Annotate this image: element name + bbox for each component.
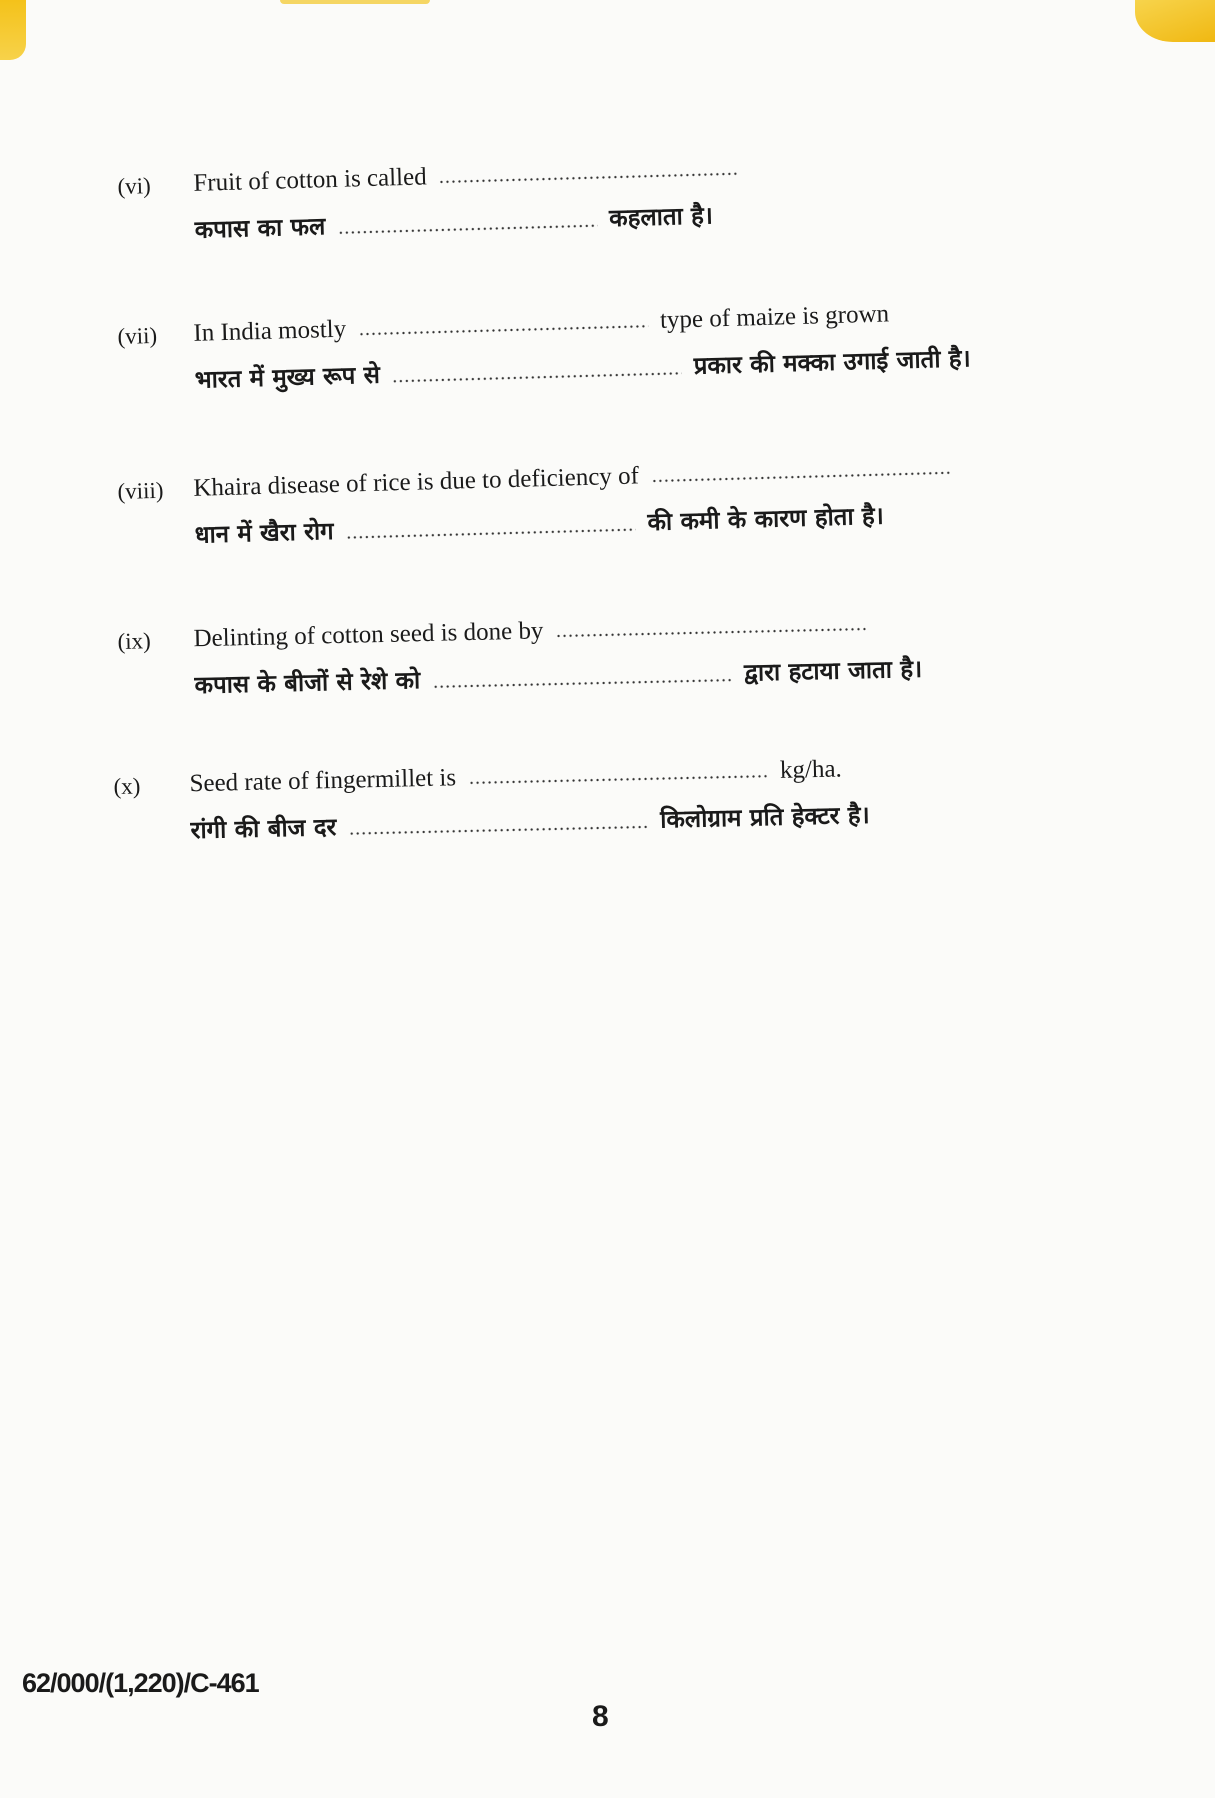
hindi-text-after-blank: किलोग्राम प्रति हेक्टर है। (659, 800, 870, 834)
answer-blank[interactable] (468, 774, 768, 785)
hindi-text-before-blank: कपास के बीजों से रेशे को (194, 666, 421, 700)
question-number: (x) (113, 773, 141, 800)
paper-edge-yellow-top (280, 0, 430, 4)
question-number: (viii) (117, 477, 164, 505)
answer-blank[interactable] (392, 371, 682, 383)
hindi-text-after-blank: कहलाता है। (608, 201, 714, 233)
hindi-text-before-blank: कपास का फल (194, 212, 326, 244)
hindi-text-after-blank: की कमी के कारण होता है। (647, 501, 885, 537)
answer-blank[interactable] (555, 627, 865, 638)
hindi-text-after-blank: द्वारा हटाया जाता है। (743, 654, 923, 687)
answer-blank[interactable] (337, 224, 597, 235)
question-number: (ix) (117, 628, 152, 655)
english-text-before-blank: Fruit of cotton is called (193, 163, 428, 197)
question-viii (116, 428, 1079, 565)
answer-blank[interactable] (651, 471, 951, 483)
english-text-after-blank: kg/ha. (779, 755, 843, 784)
english-text-after-blank: type of maize is grown (659, 300, 890, 334)
answer-blank[interactable] (346, 528, 636, 540)
question-vi (116, 123, 1079, 260)
hindi-text-after-blank: प्रकार की मक्का उगाई जाती है। (693, 344, 972, 380)
answer-blank[interactable] (432, 678, 732, 689)
question-number: (vi) (117, 173, 152, 200)
question-x (113, 728, 1075, 860)
question-ix (117, 583, 1079, 715)
paper-code: 62/000/(1,220)/C-461 (22, 1668, 259, 1698)
english-text-before-blank: Khaira disease of rice is due to deficiency of (193, 462, 640, 502)
english-text-before-blank: In India mostly (193, 315, 347, 347)
question-vii (116, 273, 1079, 410)
question-number: (vii) (117, 322, 158, 350)
english-text-before-blank: Delinting of cotton seed is done by (193, 617, 544, 653)
hindi-text-before-blank: धान में खैरा रोग (194, 516, 334, 549)
paper-edge-yellow-right (1135, 0, 1215, 42)
hindi-text-before-blank: भारत में मुख्य रूप से (194, 360, 381, 394)
answer-blank[interactable] (348, 825, 648, 836)
paper-edge-yellow-left (0, 0, 26, 60)
page-number: 8 (592, 1700, 609, 1733)
answer-blank[interactable] (358, 324, 648, 336)
hindi-text-before-blank: रांगी की बीज दर (190, 812, 337, 845)
english-text-before-blank: Seed rate of fingermillet is (189, 764, 457, 798)
answer-blank[interactable] (439, 172, 739, 184)
